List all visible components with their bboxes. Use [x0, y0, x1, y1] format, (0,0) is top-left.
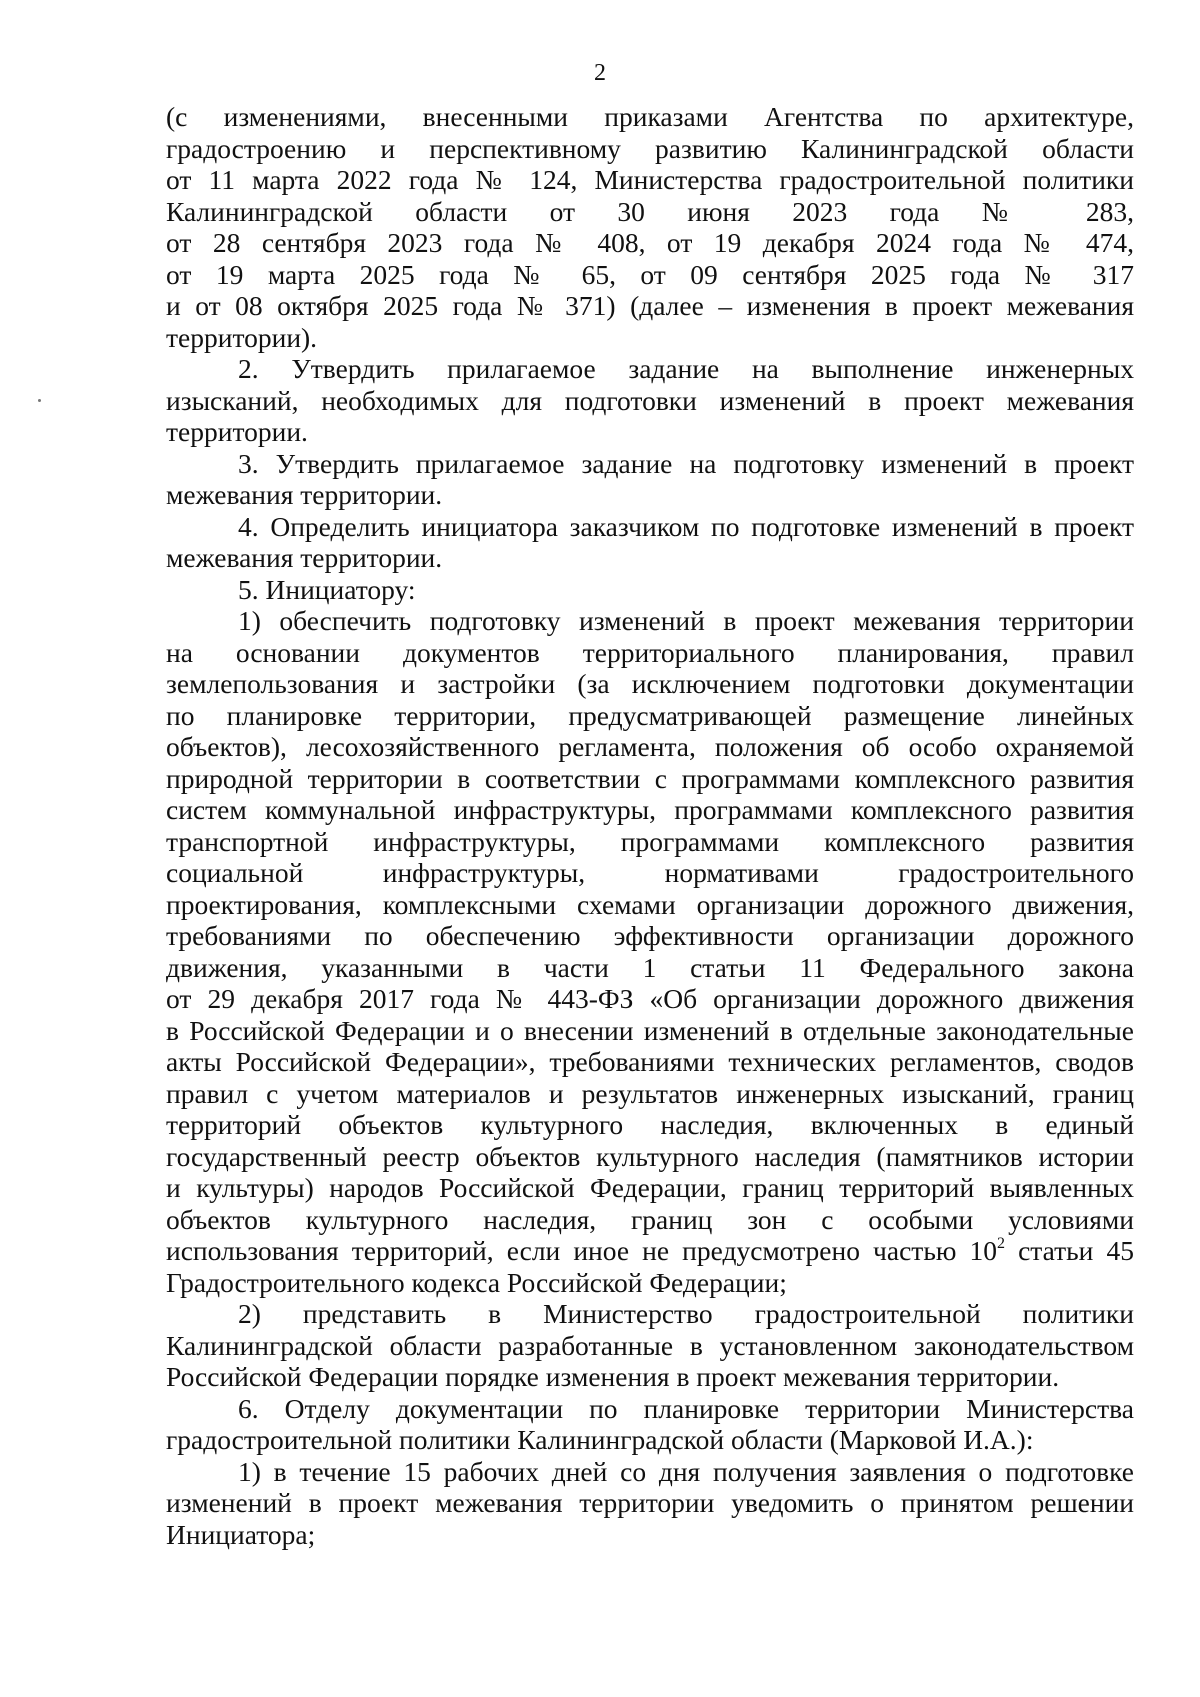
text-line: 2. Утвердить прилагаемое задание на выполнение инженерных — [238, 353, 1134, 384]
text-line: межевания территории. — [166, 542, 443, 573]
text-line: от 29 декабря 2017 года № 443-ФЗ «Об организации дорожного движения — [166, 983, 1134, 1014]
text-line: изысканий, необходимых для подготовки изменений в проект межевания — [166, 384, 1134, 416]
text-line: 3. Утвердить прилагаемое задание на подготовку изменений в проект — [238, 447, 1134, 479]
text-line: изменений в проект межевания территории уведомить о принятом решении — [166, 1487, 1134, 1518]
text-line: (с изменениями, внесенными приказами Агентства по архитектуре, — [166, 101, 1134, 132]
line-text-before: использования территорий, если иное не предусмотрено частью 10 — [166, 1235, 997, 1266]
text-line: Российской Федерации порядке изменения в проект межевания территории. — [166, 1361, 1060, 1392]
text-line: от 28 сентября 2023 года № 408, от 19 декабря 2024 года № 474, — [166, 227, 1134, 258]
text-line: 4. Определить инициатора заказчиком по подготовке изменений в проект — [238, 510, 1134, 542]
text-line: проектирования, комплексными схемами организации дорожного движения, — [166, 888, 1134, 920]
text-line: на основании документов территориального планирования, правил — [166, 636, 1134, 668]
text-line-with-superscript — [166, 1235, 1134, 1267]
text-line: от 19 марта 2025 года № 65, от 09 сентября 2025 года № 317 — [166, 258, 1134, 290]
text-line: по планировке территории, предусматривающей размещение линейных — [166, 699, 1134, 731]
text-line: систем коммунальной инфраструктуры, программами комплексного развития — [166, 794, 1134, 825]
text-line: градостроительной политики Калининградской области (Марковой И.А.): — [166, 1424, 1034, 1455]
text-line: территорий объектов культурного наследия, включенных в единый — [166, 1109, 1134, 1140]
text-line: Инициатора; — [166, 1518, 316, 1550]
paragraph-item-5-2 — [166, 1298, 1134, 1393]
document-body — [166, 101, 1134, 1550]
text-line: 1) обеспечить подготовку изменений в проект межевания территории — [238, 605, 1134, 636]
text-line: объектов культурного наследия, границ зон с особыми условиями — [166, 1203, 1134, 1235]
text-line: 2) представить в Министерство градостроительной политики — [238, 1298, 1134, 1329]
text-line: 1) в течение 15 рабочих дней со дня получения заявления о подготовке — [238, 1455, 1134, 1487]
paragraph-item-6-1 — [166, 1456, 1134, 1551]
text-line: государственный реестр объектов культурного наследия (памятников истории — [166, 1140, 1134, 1172]
text-line: транспортной инфраструктуры, программами комплексного развития — [166, 825, 1134, 857]
paragraph-item-4 — [166, 511, 1134, 574]
text-line: объектов), лесохозяйственного регламента, положения об особо охраняемой — [166, 731, 1134, 762]
scan-speck — [38, 399, 41, 402]
text-line: в Российской Федерации и о внесении изменений в отдельные законодательные — [166, 1014, 1134, 1046]
text-line: градостроению и перспективному развитию Калининградской области — [166, 132, 1134, 164]
superscript: 2 — [996, 1235, 1005, 1252]
text-line: территории. — [166, 416, 308, 447]
paragraph-item-3 — [166, 448, 1134, 511]
text-line: от 11 марта 2022 года № 124, Министерства градостроительной политики — [166, 164, 1134, 195]
line-text-after: статьи 45 — [1004, 1235, 1134, 1266]
text-line: Калининградской области от 30 июня 2023 года № 283, — [166, 195, 1134, 227]
page-number: 2 — [594, 60, 606, 86]
paragraph-item-5 — [166, 574, 1134, 606]
paragraph-item-6 — [166, 1393, 1134, 1456]
text-line: 6. Отделу документации по планировке территории Министерства — [238, 1392, 1134, 1424]
text-line: Калининградской области разработанные в установленном законодательством — [166, 1329, 1134, 1361]
text-line: правил с учетом материалов и результатов инженерных изысканий, границ — [166, 1077, 1134, 1109]
text-line: территории). — [166, 321, 318, 353]
paragraph-item-2 — [166, 353, 1134, 448]
text-line: природной территории в соответствии с программами комплексного развития — [166, 762, 1134, 794]
text-line: 5. Инициатору: — [238, 573, 416, 605]
text-line: и культуры) народов Российской Федерации, границ территорий выявленных — [166, 1172, 1134, 1203]
text-line: требованиями по обеспечению эффективности организации дорожного — [166, 920, 1134, 951]
text-line: и от 08 октября 2025 года № 371) (далее – изменения в проект межевания — [166, 290, 1134, 321]
paragraph-intro — [166, 101, 1134, 353]
text-line: движения, указанными в части 1 статьи 11 Федерального закона — [166, 951, 1134, 983]
text-line: межевания территории. — [166, 479, 443, 510]
text-line: землепользования и застройки (за исключением подготовки документации — [166, 668, 1134, 699]
text-line: акты Российской Федерации», требованиями технических регламентов, сводов — [166, 1046, 1134, 1077]
paragraph-item-5-1 — [166, 605, 1134, 1298]
text-line: Градостроительного кодекса Российской Федерации; — [166, 1266, 787, 1298]
text-line: социальной инфраструктуры, нормативами градостроительного — [166, 857, 1134, 888]
